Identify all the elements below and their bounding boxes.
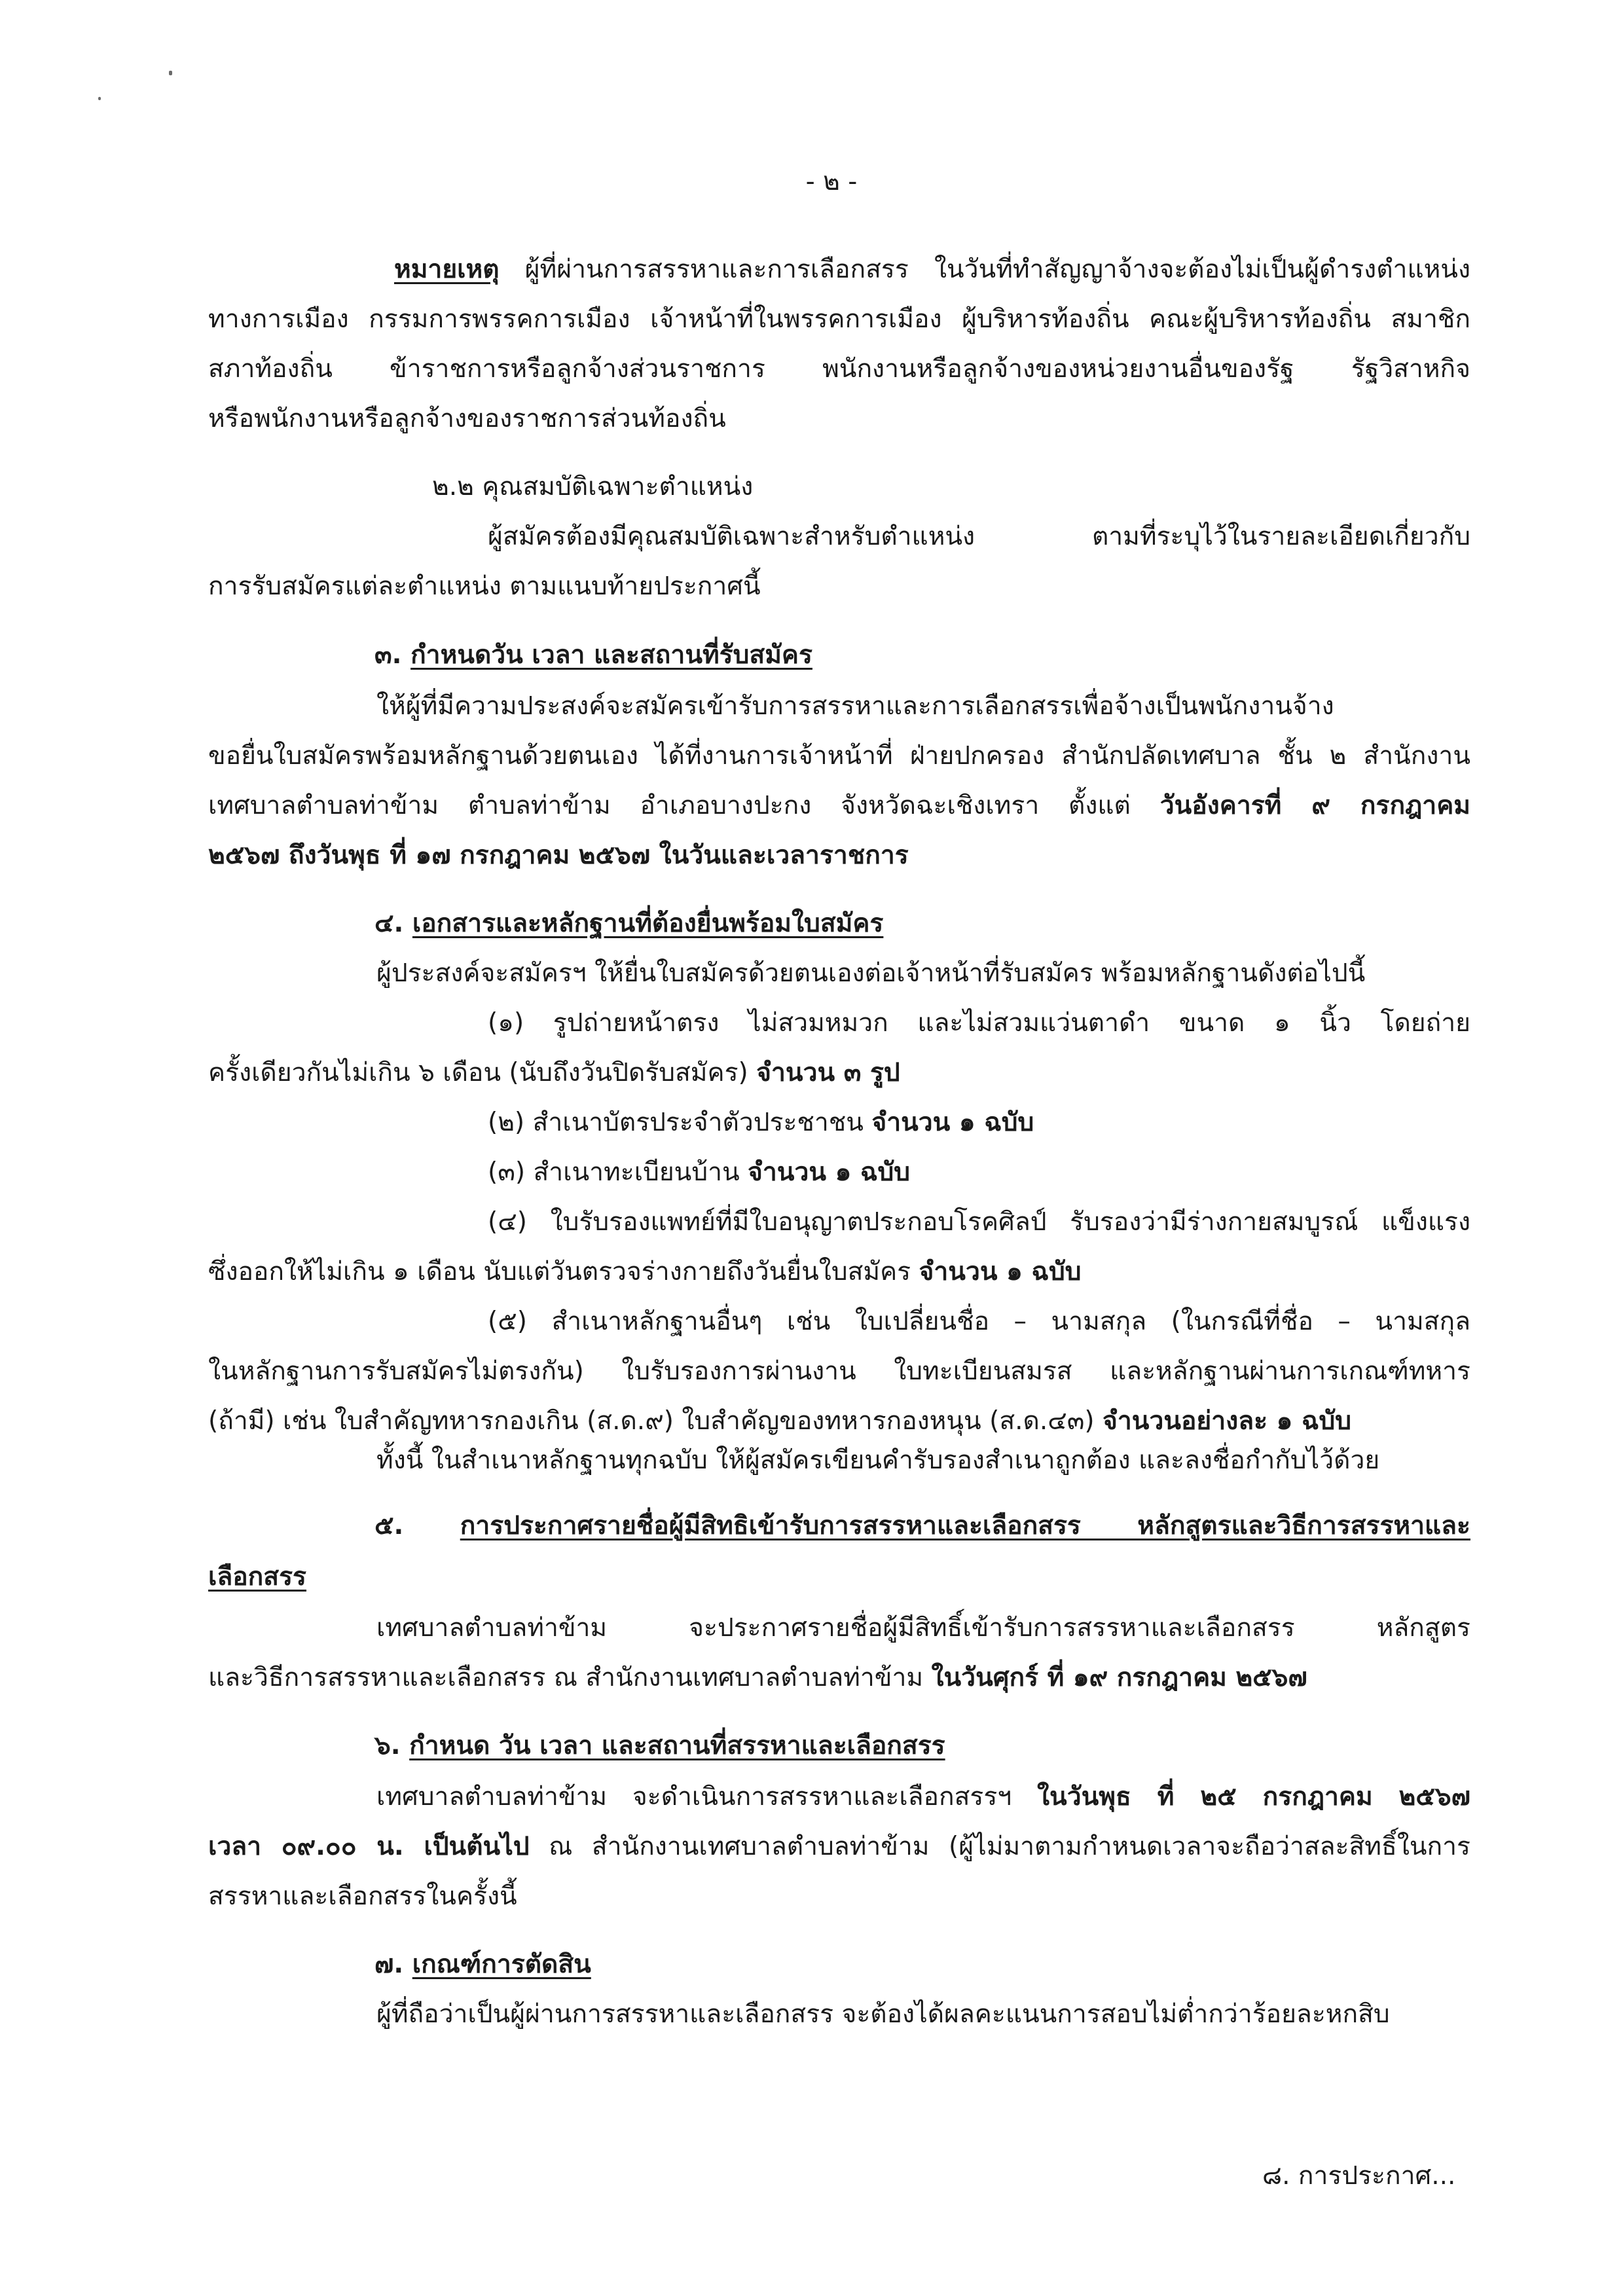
section-5-heading-cont: เลือกสรร [208,1562,306,1592]
section-6-number: ๖. [374,1731,401,1760]
section-4-item-2-qty: จำนวน ๑ ฉบับ [871,1108,1034,1137]
page-number: - ๒ - [805,167,858,196]
scan-speck [98,97,101,100]
section-3-line-3-text: เทศบาลตำบลท่าข้าม ตำบลท่าข้าม อำเภอบางปะกง จังหวัดฉะเชิงเทรา ตั้งแต่ [208,791,1160,820]
section-3-title: กำหนดวัน เวลา และสถานที่รับสมัคร [410,640,812,670]
note-label: หมายเหตุ [394,255,500,284]
note-line-4: หรือพนักงานหรือลูกจ้างของราชการส่วนท้องถิ่น [208,404,726,433]
section-4-closing: ทั้งนี้ ในสำเนาหลักฐานทุกฉบับ ให้ผู้สมัครเขียนคำรับรองสำเนาถูกต้อง และลงชื่อกำกับไว้ด้วย [376,1446,1380,1475]
section-4-item-1-qty: จำนวน ๓ รูป [756,1058,900,1087]
section-5-line-1: เทศบาลตำบลท่าข้าม จะประกาศรายชื่อผู้มีสิทธิ์เข้ารับการสรรหาและเลือกสรร หลักสูตร [376,1613,1470,1643]
section-2-2-heading: ๒.๒ คุณสมบัติเฉพาะตำแหน่ง [432,472,754,501]
section-4-item-3-qty: จำนวน ๑ ฉบับ [748,1157,911,1187]
section-4-item-1-text: ครั้งเดียวกันไม่เกิน ๖ เดือน (นับถึงวันปิดรับสมัคร) [208,1058,757,1087]
section-4-item-2-text: (๒) สำเนาบัตรประจำตัวประชาชน [488,1108,872,1137]
section-4-item-5-text: (ถ้ามี) เช่น ใบสำคัญทหารกองเกิน (ส.ด.๙) ใบสำคัญของทหารกองหนุน (ส.ด.๔๓) [208,1406,1103,1436]
continuation-marker: ๘. การประกาศ... [1262,2161,1456,2191]
section-4-number: ๔. [374,909,404,938]
section-3-line-2: ขอยื่นใบสมัครพร้อมหลักฐานด้วยตนเอง ได้ที่งานการเจ้าหน้าที่ ฝ่ายปกครอง สำนักปลัดเทศบาล ชั้น ๒ สำนักงาน [208,741,1470,771]
section-4-item-5-line-3 [208,1404,1351,1438]
note-line-2: ทางการเมือง กรรมการพรรคการเมือง เจ้าหน้าที่ในพรรคการเมือง ผู้บริหารท้องถิ่น คณะผู้บริหารท้องถิ่น สมาชิก [208,304,1470,334]
section-4-item-4-qty: จำนวน ๑ ฉบับ [919,1257,1082,1286]
section-3-line-4: ๒๕๖๗ ถึงวันพุธ ที่ ๑๗ กรกฎาคม ๒๕๖๗ ในวันและเวลาราชการ [208,841,909,870]
section-7-heading [374,1948,591,1982]
section-5-heading [374,1509,1470,1543]
section-4-item-3 [488,1156,910,1190]
section-6-line-3: สรรหาและเลือกสรรในครั้งนี้ [208,1882,517,1911]
section-7-number: ๗. [374,1950,404,1979]
section-4-item-5-line-2: ในหลักฐานการรับสมัครไม่ตรงกัน) ใบรับรองการผ่านงาน ใบทะเบียนสมรส และหลักฐานผ่านการเกณฑ์ทหาร [208,1357,1470,1386]
section-5-line-2-text: และวิธีการสรรหาและเลือกสรร ณ สำนักงานเทศบาลตำบลท่าข้าม [208,1663,932,1692]
section-4-item-2 [488,1106,1034,1140]
section-7-line-1: ผู้ที่ถือว่าเป็นผู้ผ่านการสรรหาและเลือกสรร จะต้องได้ผลคะแนนการสอบไม่ต่ำกว่าร้อยละหกสิบ [376,1999,1390,2029]
section-4-intro: ผู้ประสงค์จะสมัครฯ ให้ยื่นใบสมัครด้วยตนเองต่อเจ้าหน้าที่รับสมัคร พร้อมหลักฐานดังต่อไปนี้ [376,958,1366,988]
section-6-line-2 [208,1830,1470,1864]
section-6-line-1 [376,1780,1470,1814]
section-4-item-4-text: ซึ่งออกให้ไม่เกิน ๑ เดือน นับแต่วันตรวจร่างกายถึงวันยื่นใบสมัคร [208,1257,919,1286]
section-4-item-5-qty: จำนวนอย่างละ ๑ ฉบับ [1103,1406,1352,1436]
section-6-date: ในวันพุธ ที่ ๒๕ กรกฎาคม ๒๕๖๗ [1037,1782,1470,1812]
note-line-3: สภาท้องถิ่น ข้าราชการหรือลูกจ้างส่วนราชการ พนักงานหรือลูกจ้างของหน่วยงานอื่นของรัฐ รัฐวิสาหกิจ [208,354,1470,384]
section-4-item-3-text: (๓) สำเนาทะเบียนบ้าน [488,1157,748,1187]
section-5-number: ๕. [374,1511,404,1540]
section-3-line-1: ให้ผู้ที่มีความประสงค์จะสมัครเข้ารับการสรรหาและการเลือกสรรเพื่อจ้างเป็นพนักงานจ้าง [376,691,1334,721]
section-6-title: กำหนด วัน เวลา และสถานที่สรรหาและเลือกสรร [409,1731,945,1760]
section-4-heading [374,907,883,941]
section-4-item-1-line-2 [208,1056,900,1090]
section-5-line-2 [208,1661,1307,1695]
section-3-heading [374,638,812,672]
section-4-item-4-line-1: (๔) ใบรับรองแพทย์ที่มีใบอนุญาตประกอบโรคศิลป์ รับรองว่ามีร่างกายสมบูรณ์ แข็งแรง [488,1207,1470,1237]
section-2-2-line-1: ผู้สมัครต้องมีคุณสมบัติเฉพาะสำหรับตำแหน่ง ตามที่ระบุไว้ในรายละเอียดเกี่ยวกับ [488,522,1470,551]
section-2-2-line-2: การรับสมัครแต่ละตำแหน่ง ตามแนบท้ายประกาศนี้ [208,572,761,601]
note-text: ผู้ที่ผ่านการสรรหาและการเลือกสรร ในวันที่ทำสัญญาจ้างจะต้องไม่เป็นผู้ดำรงตำแหน่ง [499,255,1470,284]
section-4-title: เอกสารและหลักฐานที่ต้องยื่นพร้อมใบสมัคร [412,909,884,938]
section-3-number: ๓. [374,640,402,670]
section-4-item-4-line-2 [208,1255,1082,1289]
section-5-title: การประกาศรายชื่อผู้มีสิทธิเข้ารับการสรรหาและเลือกสรร หลักสูตรและวิธีการสรรหาและ [460,1511,1470,1540]
section-6-heading [374,1729,945,1763]
scan-speck [169,71,172,75]
section-7-title: เกณฑ์การตัดสิน [412,1950,591,1979]
section-6-line-2-text: ณ สำนักงานเทศบาลตำบลท่าข้าม (ผู้ไม่มาตามกำหนดเวลาจะถือว่าสละสิทธิ์ในการ [529,1832,1470,1861]
section-5-date: ในวันศุกร์ ที่ ๑๙ กรกฎาคม ๒๕๖๗ [931,1663,1307,1692]
note-line-1 [394,253,1470,287]
section-3-start-date: วันอังคารที่ ๙ กรกฎาคม [1159,791,1470,820]
section-3-line-3 [208,789,1470,823]
section-6-line-1-text: เทศบาลตำบลท่าข้าม จะดำเนินการสรรหาและเลือกสรรฯ [376,1782,1037,1812]
section-4-item-1-line-1: (๑) รูปถ่ายหน้าตรง ไม่สวมหมวก และไม่สวมแว่นตาดำ ขนาด ๑ นิ้ว โดยถ่าย [488,1008,1470,1038]
section-6-time: เวลา ๐๙.๐๐ น. เป็นต้นไป [208,1832,530,1861]
section-4-item-5-line-1: (๕) สำเนาหลักฐานอื่นๆ เช่น ใบเปลี่ยนชื่อ – นามสกุล (ในกรณีที่ชื่อ – นามสกุล [488,1307,1470,1336]
